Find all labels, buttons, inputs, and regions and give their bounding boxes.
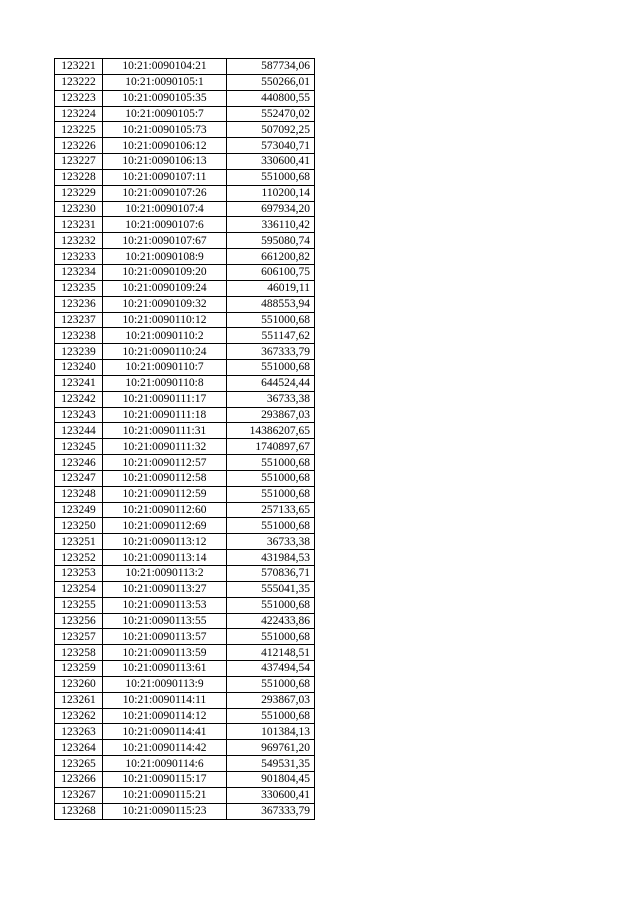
row-id-cell: 123265 — [55, 756, 103, 772]
cadastral-number-cell: 10:21:0090112:57 — [103, 455, 227, 471]
cadastral-number-cell: 10:21:0090111:18 — [103, 407, 227, 423]
cadastral-number-cell: 10:21:0090111:31 — [103, 423, 227, 439]
table-row — [55, 740, 315, 756]
cadastral-number-cell: 10:21:0090106:13 — [103, 154, 227, 170]
cadastral-number-cell: 10:21:0090115:21 — [103, 787, 227, 803]
table-row — [55, 122, 315, 138]
row-id-cell: 123249 — [55, 502, 103, 518]
cadastral-number-cell: 10:21:0090113:12 — [103, 534, 227, 550]
amount-cell: 330600,41 — [227, 787, 315, 803]
amount-cell: 431984,53 — [227, 550, 315, 566]
row-id-cell: 123242 — [55, 391, 103, 407]
table-row — [55, 613, 315, 629]
table-row — [55, 692, 315, 708]
amount-cell: 551000,68 — [227, 169, 315, 185]
amount-cell: 595080,74 — [227, 233, 315, 249]
table-row — [55, 201, 315, 217]
amount-cell: 440800,55 — [227, 90, 315, 106]
amount-cell: 901804,45 — [227, 771, 315, 787]
cadastral-number-cell: 10:21:0090113:59 — [103, 645, 227, 661]
row-id-cell: 123239 — [55, 344, 103, 360]
cadastral-number-cell: 10:21:0090105:1 — [103, 74, 227, 90]
table-row — [55, 296, 315, 312]
amount-cell: 437494,54 — [227, 661, 315, 677]
cadastral-number-cell: 10:21:0090109:32 — [103, 296, 227, 312]
table-row — [55, 375, 315, 391]
row-id-cell: 123240 — [55, 360, 103, 376]
row-id-cell: 123247 — [55, 470, 103, 486]
cadastral-number-cell: 10:21:0090107:6 — [103, 217, 227, 233]
amount-cell: 551000,68 — [227, 708, 315, 724]
amount-cell: 551000,68 — [227, 518, 315, 534]
table-row — [55, 249, 315, 265]
cadastral-number-cell: 10:21:0090105:35 — [103, 90, 227, 106]
amount-cell: 644524,44 — [227, 375, 315, 391]
cadastral-number-cell: 10:21:0090110:12 — [103, 312, 227, 328]
table-row — [55, 138, 315, 154]
cadastral-number-cell: 10:21:0090109:24 — [103, 280, 227, 296]
row-id-cell: 123266 — [55, 771, 103, 787]
cadastral-number-cell: 10:21:0090112:60 — [103, 502, 227, 518]
row-id-cell: 123254 — [55, 581, 103, 597]
cadastral-number-cell: 10:21:0090113:14 — [103, 550, 227, 566]
table-row — [55, 407, 315, 423]
table-row — [55, 756, 315, 772]
table-row — [55, 217, 315, 233]
row-id-cell: 123263 — [55, 724, 103, 740]
amount-cell: 367333,79 — [227, 344, 315, 360]
cadastral-number-cell: 10:21:0090104:21 — [103, 59, 227, 75]
cadastral-number-cell: 10:21:0090110:2 — [103, 328, 227, 344]
cadastral-number-cell: 10:21:0090114:41 — [103, 724, 227, 740]
cadastral-number-cell: 10:21:0090114:6 — [103, 756, 227, 772]
amount-cell: 661200,82 — [227, 249, 315, 265]
amount-cell: 969761,20 — [227, 740, 315, 756]
cadastral-number-cell: 10:21:0090113:2 — [103, 566, 227, 582]
table-row — [55, 74, 315, 90]
amount-cell: 587734,06 — [227, 59, 315, 75]
row-id-cell: 123244 — [55, 423, 103, 439]
amount-cell: 551000,68 — [227, 676, 315, 692]
row-id-cell: 123246 — [55, 455, 103, 471]
table-row — [55, 597, 315, 613]
row-id-cell: 123223 — [55, 90, 103, 106]
cadastral-number-cell: 10:21:0090112:69 — [103, 518, 227, 534]
amount-cell: 46019,11 — [227, 280, 315, 296]
table-row — [55, 106, 315, 122]
row-id-cell: 123260 — [55, 676, 103, 692]
table-row — [55, 233, 315, 249]
table-row — [55, 423, 315, 439]
cadastral-number-cell: 10:21:0090105:7 — [103, 106, 227, 122]
table-row — [55, 771, 315, 787]
table-row — [55, 312, 315, 328]
row-id-cell: 123267 — [55, 787, 103, 803]
amount-cell: 550266,01 — [227, 74, 315, 90]
table-row — [55, 724, 315, 740]
table-row — [55, 486, 315, 502]
cadastral-number-cell: 10:21:0090107:11 — [103, 169, 227, 185]
row-id-cell: 123229 — [55, 185, 103, 201]
amount-cell: 551000,68 — [227, 629, 315, 645]
cadastral-number-cell: 10:21:0090107:67 — [103, 233, 227, 249]
row-id-cell: 123241 — [55, 375, 103, 391]
row-id-cell: 123252 — [55, 550, 103, 566]
row-id-cell: 123245 — [55, 439, 103, 455]
table-row — [55, 59, 315, 75]
table-row — [55, 534, 315, 550]
row-id-cell: 123237 — [55, 312, 103, 328]
row-id-cell: 123228 — [55, 169, 103, 185]
row-id-cell: 123257 — [55, 629, 103, 645]
cadastral-number-cell: 10:21:0090113:57 — [103, 629, 227, 645]
row-id-cell: 123234 — [55, 264, 103, 280]
table-row — [55, 280, 315, 296]
row-id-cell: 123259 — [55, 661, 103, 677]
amount-cell: 573040,71 — [227, 138, 315, 154]
row-id-cell: 123255 — [55, 597, 103, 613]
cadastral-number-cell: 10:21:0090105:73 — [103, 122, 227, 138]
table-row — [55, 264, 315, 280]
row-id-cell: 123264 — [55, 740, 103, 756]
table-row — [55, 90, 315, 106]
table-row — [55, 328, 315, 344]
row-id-cell: 123261 — [55, 692, 103, 708]
amount-cell: 507092,25 — [227, 122, 315, 138]
row-id-cell: 123238 — [55, 328, 103, 344]
row-id-cell: 123236 — [55, 296, 103, 312]
row-id-cell: 123233 — [55, 249, 103, 265]
row-id-cell: 123256 — [55, 613, 103, 629]
table-row — [55, 661, 315, 677]
table-row — [55, 439, 315, 455]
row-id-cell: 123258 — [55, 645, 103, 661]
cadastral-number-cell: 10:21:0090108:9 — [103, 249, 227, 265]
cadastral-number-cell: 10:21:0090112:59 — [103, 486, 227, 502]
row-id-cell: 123225 — [55, 122, 103, 138]
amount-cell: 293867,03 — [227, 692, 315, 708]
table-row — [55, 360, 315, 376]
amount-cell: 367333,79 — [227, 803, 315, 819]
amount-cell: 412148,51 — [227, 645, 315, 661]
amount-cell: 551000,68 — [227, 597, 315, 613]
row-id-cell: 123248 — [55, 486, 103, 502]
cadastral-number-cell: 10:21:0090115:17 — [103, 771, 227, 787]
amount-cell: 551000,68 — [227, 312, 315, 328]
cadastral-number-cell: 10:21:0090114:12 — [103, 708, 227, 724]
amount-cell: 1740897,67 — [227, 439, 315, 455]
data-table — [54, 58, 315, 820]
cadastral-number-cell: 10:21:0090110:24 — [103, 344, 227, 360]
amount-cell: 110200,14 — [227, 185, 315, 201]
table-row — [55, 550, 315, 566]
row-id-cell: 123224 — [55, 106, 103, 122]
cadastral-number-cell: 10:21:0090110:8 — [103, 375, 227, 391]
table-row — [55, 676, 315, 692]
amount-cell: 551000,68 — [227, 470, 315, 486]
cadastral-number-cell: 10:21:0090110:7 — [103, 360, 227, 376]
row-id-cell: 123231 — [55, 217, 103, 233]
cadastral-number-cell: 10:21:0090113:27 — [103, 581, 227, 597]
table-row — [55, 154, 315, 170]
row-id-cell: 123226 — [55, 138, 103, 154]
cadastral-number-cell: 10:21:0090114:42 — [103, 740, 227, 756]
cadastral-number-cell: 10:21:0090113:9 — [103, 676, 227, 692]
amount-cell: 697934,20 — [227, 201, 315, 217]
amount-cell: 36733,38 — [227, 391, 315, 407]
cadastral-number-cell: 10:21:0090113:61 — [103, 661, 227, 677]
row-id-cell: 123243 — [55, 407, 103, 423]
table-row — [55, 169, 315, 185]
cadastral-number-cell: 10:21:0090111:32 — [103, 439, 227, 455]
amount-cell: 36733,38 — [227, 534, 315, 550]
row-id-cell: 123230 — [55, 201, 103, 217]
cadastral-number-cell: 10:21:0090113:55 — [103, 613, 227, 629]
amount-cell: 551147,62 — [227, 328, 315, 344]
amount-cell: 488553,94 — [227, 296, 315, 312]
cadastral-number-cell: 10:21:0090111:17 — [103, 391, 227, 407]
table-row — [55, 803, 315, 819]
row-id-cell: 123232 — [55, 233, 103, 249]
table-row — [55, 455, 315, 471]
row-id-cell: 123222 — [55, 74, 103, 90]
table-row — [55, 185, 315, 201]
table-row — [55, 502, 315, 518]
row-id-cell: 123221 — [55, 59, 103, 75]
cadastral-number-cell: 10:21:0090107:4 — [103, 201, 227, 217]
amount-cell: 549531,35 — [227, 756, 315, 772]
cadastral-number-cell: 10:21:0090109:20 — [103, 264, 227, 280]
row-id-cell: 123262 — [55, 708, 103, 724]
cadastral-number-cell: 10:21:0090112:58 — [103, 470, 227, 486]
table-row — [55, 581, 315, 597]
amount-cell: 257133,65 — [227, 502, 315, 518]
cadastral-number-cell: 10:21:0090115:23 — [103, 803, 227, 819]
cadastral-number-cell: 10:21:0090113:53 — [103, 597, 227, 613]
row-id-cell: 123251 — [55, 534, 103, 550]
table-row — [55, 708, 315, 724]
amount-cell: 606100,75 — [227, 264, 315, 280]
table-row — [55, 518, 315, 534]
amount-cell: 330600,41 — [227, 154, 315, 170]
table-row — [55, 470, 315, 486]
table-row — [55, 645, 315, 661]
amount-cell: 570836,71 — [227, 566, 315, 582]
cadastral-number-cell: 10:21:0090114:11 — [103, 692, 227, 708]
row-id-cell: 123253 — [55, 566, 103, 582]
amount-cell: 555041,35 — [227, 581, 315, 597]
table-body — [55, 59, 315, 820]
amount-cell: 14386207,65 — [227, 423, 315, 439]
table-row — [55, 566, 315, 582]
amount-cell: 293867,03 — [227, 407, 315, 423]
amount-cell: 101384,13 — [227, 724, 315, 740]
amount-cell: 551000,68 — [227, 455, 315, 471]
row-id-cell: 123227 — [55, 154, 103, 170]
row-id-cell: 123268 — [55, 803, 103, 819]
amount-cell: 336110,42 — [227, 217, 315, 233]
amount-cell: 422433,86 — [227, 613, 315, 629]
table-row — [55, 344, 315, 360]
table-row — [55, 629, 315, 645]
amount-cell: 551000,68 — [227, 360, 315, 376]
amount-cell: 551000,68 — [227, 486, 315, 502]
cadastral-number-cell: 10:21:0090106:12 — [103, 138, 227, 154]
table-row — [55, 391, 315, 407]
row-id-cell: 123250 — [55, 518, 103, 534]
table-row — [55, 787, 315, 803]
amount-cell: 552470,02 — [227, 106, 315, 122]
cadastral-number-cell: 10:21:0090107:26 — [103, 185, 227, 201]
row-id-cell: 123235 — [55, 280, 103, 296]
